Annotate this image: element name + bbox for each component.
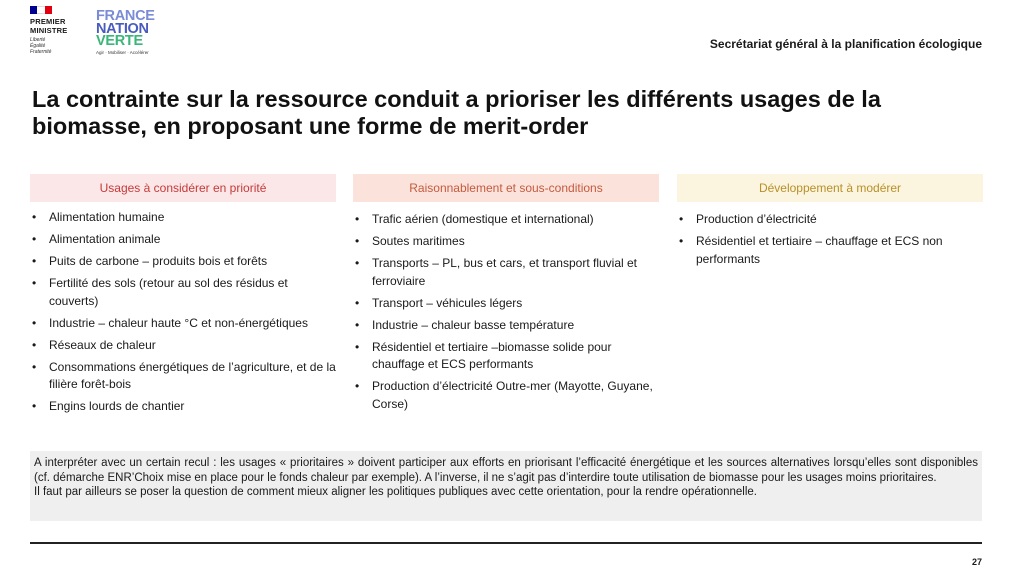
fnv-word-1: FRANCE: [96, 8, 155, 24]
list-item: • Transports – PL, bus et cars, et transport fluvial et ferroviaire: [353, 255, 659, 290]
list-item: • Réseaux de chaleur: [30, 337, 336, 355]
note-paragraph-2: Il faut par ailleurs se poser la question de comment mieux aligner les politiques publiques avec cette orientation, pour la rendre opérationnelle.: [34, 486, 758, 498]
list-item: • Production d’électricité Outre-mer (Mayotte, Guyane, Corse): [353, 378, 659, 413]
moderate-column: [677, 174, 983, 273]
fnv-word-2: NATION: [96, 20, 149, 37]
fnv-word-3: VERTE: [96, 33, 143, 49]
list-item: • Trafic aérien (domestique et international): [353, 211, 659, 229]
moderate-list: [677, 211, 983, 268]
list-item: • Industrie – chaleur haute °C et non-énergétiques: [30, 315, 336, 333]
conditional-column: [353, 174, 659, 418]
conditional-list: [353, 211, 659, 413]
priority-column-heading: Usages à considérer en priorité: [30, 174, 336, 202]
list-item: • Transport – véhicules légers: [353, 295, 659, 313]
priority-list: [30, 209, 336, 416]
interpretation-note: [30, 451, 982, 521]
organization-name: Secrétariat général à la planification écologique: [709, 37, 982, 51]
list-item: • Résidentiel et tertiaire – chauffage et ECS non performants: [677, 233, 983, 268]
list-item: • Engins lourds de chantier: [30, 398, 336, 416]
list-item: • Production d’électricité: [677, 211, 983, 229]
note-paragraph-1: A interpréter avec un certain recul : les usages « prioritaires » doivent participer aux efforts en priorisant l’efficacité énergétique et les sources alternatives lorsqu’elles sont disponibles (cf. démarche ENR’Choix mise en place pour le fonds chaleur par exemple). A l’inverse, il ne s’agit pas d’interdire toute utilisation de biomasse pour les usages moins prioritaires.: [34, 457, 978, 484]
moderate-column-heading: Développement à modérer: [677, 174, 983, 202]
list-item: • Consommations énergétiques de l’agriculture, et de la filière forêt-bois: [30, 359, 336, 394]
list-item: • Industrie – chaleur basse température: [353, 317, 659, 335]
list-item: • Résidentiel et tertiaire –biomasse solide pour chauffage et ECS performants: [353, 339, 659, 374]
page-number: 27: [971, 557, 982, 567]
footer-divider: [30, 542, 982, 544]
list-item: • Alimentation animale: [30, 231, 336, 249]
fnv-tagline: Agir · Mobiliser · Accélérer: [96, 49, 149, 55]
list-item: • Alimentation humaine: [30, 209, 336, 227]
rf-logo-motto: Liberté Égalité Fraternité: [30, 37, 52, 55]
list-item: • Puits de carbone – produits bois et forêts: [30, 253, 336, 271]
list-item: • Fertilité des sols (retour au sol des résidus et couverts): [30, 275, 336, 310]
conditional-column-heading: Raisonnablement et sous-conditions: [353, 174, 659, 202]
france-nation-verte-logo: [96, 10, 166, 56]
french-flag-icon: [30, 6, 52, 14]
priority-column: [30, 174, 336, 420]
list-item: • Soutes maritimes: [353, 233, 659, 251]
slide-title: La contrainte sur la ressource conduit a prioriser les différents usages de la biomasse, en proposant une forme de merit-order: [32, 86, 881, 139]
rf-logo-name: PREMIER MINISTRE: [30, 17, 68, 35]
premier-ministre-logo: [30, 6, 90, 58]
